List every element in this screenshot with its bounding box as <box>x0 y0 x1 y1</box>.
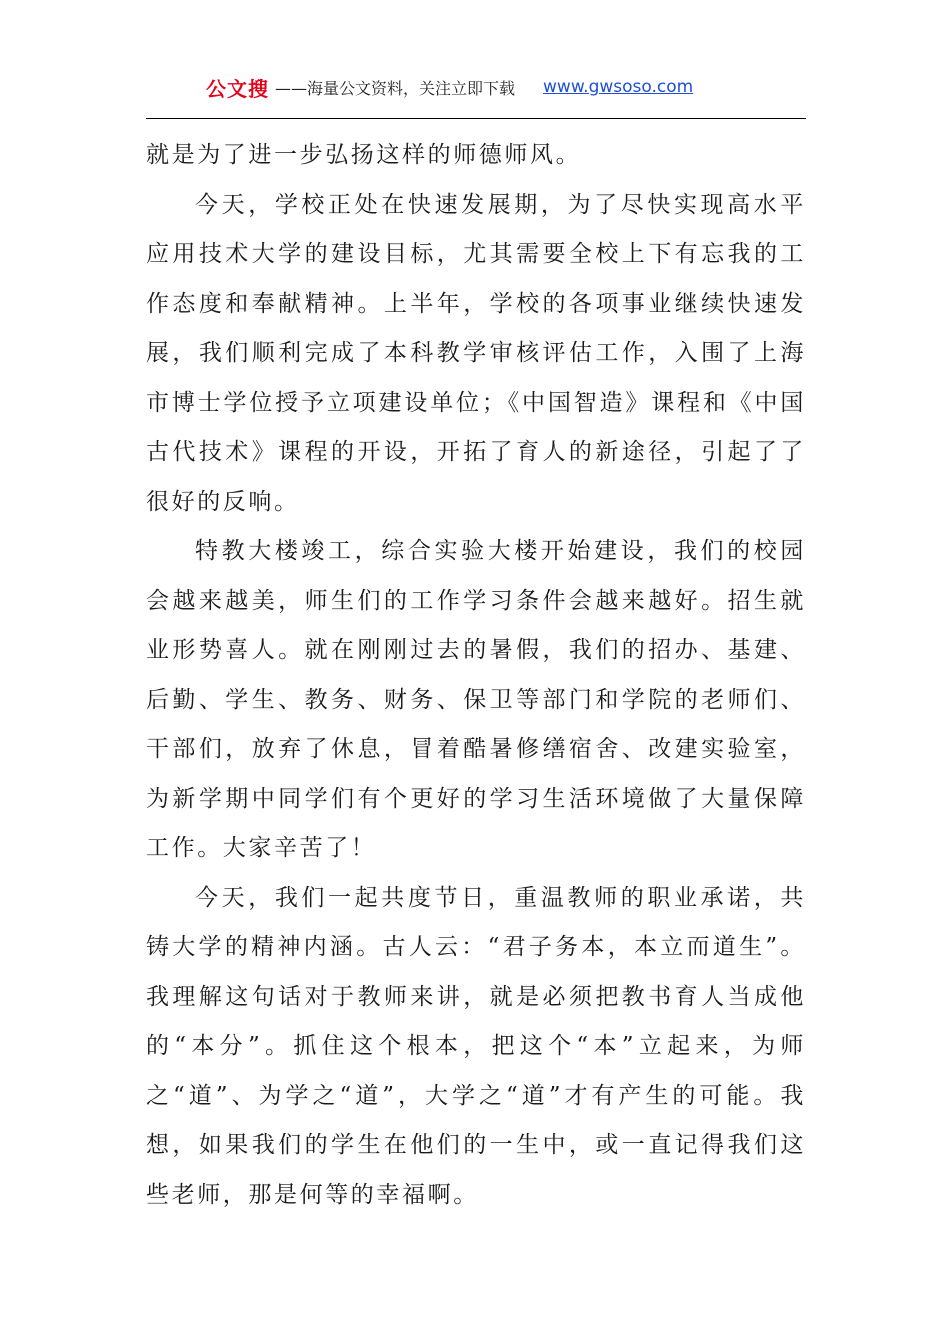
paragraph: 今天，我们一起共度节日，重温教师的职业承诺，共铸大学的精神内涵。古人云：“君子务本，本立而道生”。我理解这句话对于教师来讲，就是必须把教书育人当成他的“本分”。抓住这个根本，把这个“本”立起来，为师之“道”、为学之“道”，大学之“道”才有产生的可能。我想，如果我们的学生在他们的一生中，或一直记得我们这些老师，那是何等的幸福啊。 <box>146 884 806 1208</box>
website-link[interactable]: www.gwsoso.com <box>543 77 694 97</box>
paragraph: 特教大楼竣工，综合实验大楼开始建设，我们的校园会越来越美，师生们的工作学习条件会越来越好。招生就业形势喜人。就在刚刚过去的暑假，我们的招办、基建、后勤、学生、教务、财务、保卫等部门和学院的老师们、干部们，放弃了休息，冒着酷暑修缮宿舍、改建实验室，为新学期中同学们有个更好的学习生活环境做了大量保障工作。大家辛苦了！ <box>146 538 806 861</box>
paragraph-continuation: 就是为了进一步弘扬这样的师德师风。 <box>146 142 582 168</box>
header-tagline: ——海量公文资料，关注立即下载 <box>275 78 516 98</box>
document-header <box>146 72 806 102</box>
paragraph: 今天，学校正处在快速发展期，为了尽快实现高水平应用技术大学的建设目标，尤其需要全校上下有忘我的工作态度和奉献精神。上半年，学校的各项事业继续快速发展，我们顺利完成了本科教学审核评估工作，入围了上海市博士学位授予立项建设单位；《中国智造》课程和《中国古代技术》课程的开设，开拓了育人的新途径，引起了了很好的反响。 <box>146 191 806 515</box>
brand-logo-text: 公文搜 <box>206 76 269 101</box>
header-divider <box>146 118 806 119</box>
document-body <box>146 131 806 1220</box>
